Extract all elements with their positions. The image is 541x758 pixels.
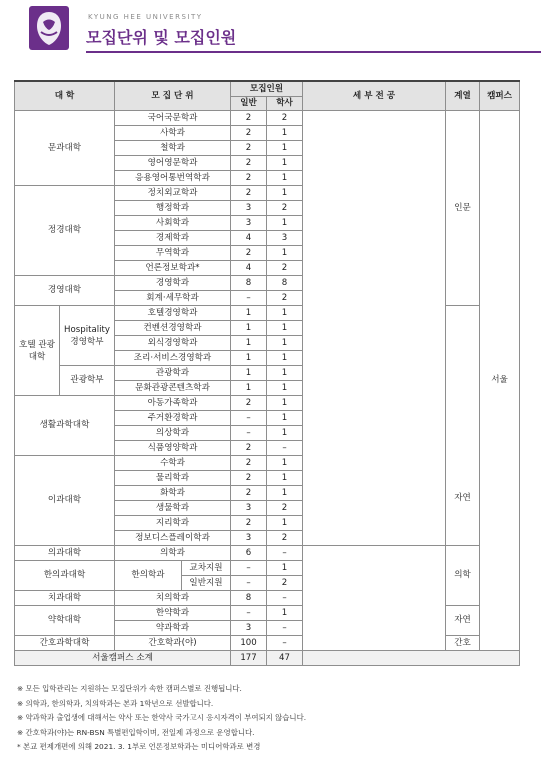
footnote: ※ 의학과, 한의학과, 치의학과는 본과 1학년으로 선발합니다. xyxy=(17,698,214,708)
admission-quota-table xyxy=(14,80,520,666)
bachelor-count: 1 xyxy=(267,216,303,231)
unit-cell: 식품영양학과 xyxy=(115,441,231,456)
bachelor-count: 1 xyxy=(267,126,303,141)
bachelor-count: 1 xyxy=(267,351,303,366)
general-count: – xyxy=(231,576,267,591)
footnote: ※ 간호학과(야)는 RN-BSN 특별편입학이며, 전일제 과정으로 운영합니다. xyxy=(17,727,255,737)
unit-cell: 호텔경영학과 xyxy=(115,306,231,321)
unit-cell: 정치외교학과 xyxy=(115,186,231,201)
track-cell: 자연 xyxy=(446,606,480,636)
unit-cell: 영어영문학과 xyxy=(115,156,231,171)
unit-cell: 응용영어통번역학과 xyxy=(115,171,231,186)
unit-cell: 조리·서비스경영학과 xyxy=(115,351,231,366)
header-unit: 모 집 단 위 xyxy=(115,81,231,111)
unit-cell: 철학과 xyxy=(115,141,231,156)
college-cell: 의과대학 xyxy=(15,546,115,561)
division-cell: 관광학부 xyxy=(60,366,115,396)
footnote: ※ 약과학과 출업생에 대해서는 약사 또는 한약사 국가고시 응시자격이 부여되지 않습니다. xyxy=(17,713,307,722)
university-logo xyxy=(29,6,69,50)
header-track: 계열 xyxy=(446,81,480,111)
general-count: 2 xyxy=(231,126,267,141)
general-count: 2 xyxy=(231,471,267,486)
general-count: 6 xyxy=(231,546,267,561)
general-count: 1 xyxy=(231,366,267,381)
track-cell: 의학 xyxy=(446,546,480,606)
general-count: 1 xyxy=(231,381,267,396)
general-count: 1 xyxy=(231,321,267,336)
unit-cell: 한의학과 xyxy=(115,561,182,591)
general-count: – xyxy=(231,426,267,441)
general-count: 2 xyxy=(231,141,267,156)
sub-unit-cell: 일반지원 xyxy=(182,576,231,591)
subtotal-blank xyxy=(303,651,520,666)
bachelor-count: – xyxy=(267,591,303,606)
major-cell xyxy=(303,546,446,651)
bachelor-count: 1 xyxy=(267,606,303,621)
major-cell xyxy=(303,111,446,546)
college-cell: 간호과학대학 xyxy=(15,636,115,651)
unit-cell: 국어국문학과 xyxy=(115,111,231,126)
general-count: 3 xyxy=(231,621,267,636)
subtotal-label: 서울캠퍼스 소계 xyxy=(15,651,231,666)
subtotal-bachelor: 47 xyxy=(267,651,303,666)
general-count: 3 xyxy=(231,201,267,216)
general-count: 4 xyxy=(231,231,267,246)
footnotes xyxy=(17,682,527,755)
unit-cell: 지리학과 xyxy=(115,516,231,531)
title-divider xyxy=(86,51,541,53)
header-quota: 모집인원 xyxy=(231,81,303,97)
page-header xyxy=(26,6,521,52)
unit-cell: 회계·세무학과 xyxy=(115,291,231,306)
general-count: 2 xyxy=(231,441,267,456)
unit-cell: 약과학과 xyxy=(115,621,231,636)
unit-cell: 경제학과 xyxy=(115,231,231,246)
header-campus: 캠퍼스 xyxy=(480,81,520,111)
bachelor-count: 2 xyxy=(267,261,303,276)
bachelor-count: 1 xyxy=(267,336,303,351)
bachelor-count: 1 xyxy=(267,516,303,531)
unit-cell: 경영학과 xyxy=(115,276,231,291)
page-title: 모집단위 및 모집인원 xyxy=(86,28,237,47)
track-cell: 간호 xyxy=(446,636,480,651)
general-count: 1 xyxy=(231,306,267,321)
general-count: 1 xyxy=(231,351,267,366)
general-count: 3 xyxy=(231,216,267,231)
bachelor-count: 2 xyxy=(267,111,303,126)
unit-cell: 행정학과 xyxy=(115,201,231,216)
general-count: 2 xyxy=(231,186,267,201)
header-bachelor: 학사 xyxy=(267,97,303,111)
general-count: 4 xyxy=(231,261,267,276)
general-count: – xyxy=(231,291,267,306)
general-count: 2 xyxy=(231,111,267,126)
unit-cell: 수학과 xyxy=(115,456,231,471)
general-count: 3 xyxy=(231,501,267,516)
bachelor-count: 2 xyxy=(267,531,303,546)
unit-cell: 화학과 xyxy=(115,486,231,501)
bachelor-count: 2 xyxy=(267,501,303,516)
sub-unit-cell: 교차지원 xyxy=(182,561,231,576)
bachelor-count: 1 xyxy=(267,156,303,171)
college-cell: 문과대학 xyxy=(15,111,115,186)
header-major: 세 부 전 공 xyxy=(303,81,446,111)
college-cell: 호텔 관광 대학 xyxy=(15,306,60,396)
bachelor-count: 2 xyxy=(267,201,303,216)
bachelor-count: 1 xyxy=(267,471,303,486)
general-count: 8 xyxy=(231,591,267,606)
unit-cell: 한약학과 xyxy=(115,606,231,621)
header-college: 대 학 xyxy=(15,81,115,111)
footnote: * 본교 편제개편에 의해 2021. 3. 1부로 언론정보학과는 미디어학과로 변경 xyxy=(17,742,261,751)
unit-cell: 사학과 xyxy=(115,126,231,141)
bachelor-count: 1 xyxy=(267,456,303,471)
bachelor-count: 1 xyxy=(267,561,303,576)
bachelor-count: 1 xyxy=(267,306,303,321)
bachelor-count: 1 xyxy=(267,426,303,441)
track-cell: 인문 xyxy=(446,111,480,306)
college-cell: 이과대학 xyxy=(15,456,115,546)
bachelor-count: 1 xyxy=(267,321,303,336)
header-general: 일반 xyxy=(231,97,267,111)
general-count: 2 xyxy=(231,171,267,186)
general-count: 2 xyxy=(231,456,267,471)
college-cell: 생활과학대학 xyxy=(15,396,115,456)
general-count: – xyxy=(231,606,267,621)
unit-cell: 의상학과 xyxy=(115,426,231,441)
general-count: – xyxy=(231,411,267,426)
general-count: 3 xyxy=(231,531,267,546)
unit-cell: 사회학과 xyxy=(115,216,231,231)
unit-cell: 관광학과 xyxy=(115,366,231,381)
general-count: 2 xyxy=(231,156,267,171)
general-count: 1 xyxy=(231,336,267,351)
unit-cell: 정보디스플레이학과 xyxy=(115,531,231,546)
footnote: ※ 모든 입학관리는 지원하는 모집단위가 속한 캠퍼스별로 진행됩니다. xyxy=(17,684,242,693)
bachelor-count: – xyxy=(267,441,303,456)
bachelor-count: 2 xyxy=(267,576,303,591)
general-count: – xyxy=(231,561,267,576)
bachelor-count: 1 xyxy=(267,411,303,426)
college-cell: 치과대학 xyxy=(15,591,115,606)
unit-cell: 언론정보학과* xyxy=(115,261,231,276)
college-cell: 약학대학 xyxy=(15,606,115,636)
bachelor-count: – xyxy=(267,636,303,651)
unit-cell: 물리학과 xyxy=(115,471,231,486)
university-name: KYUNG HEE UNIVERSITY xyxy=(88,13,203,21)
bachelor-count: 1 xyxy=(267,141,303,156)
bachelor-count: 1 xyxy=(267,366,303,381)
general-count: 2 xyxy=(231,516,267,531)
division-cell: Hospitality 경영학부 xyxy=(60,306,115,366)
unit-cell: 아동가족학과 xyxy=(115,396,231,411)
unit-cell: 의학과 xyxy=(115,546,231,561)
unit-cell: 치의학과 xyxy=(115,591,231,606)
bachelor-count: 1 xyxy=(267,186,303,201)
campus-cell: 서울 xyxy=(480,111,520,651)
bachelor-count: 1 xyxy=(267,381,303,396)
college-cell: 정경대학 xyxy=(15,186,115,276)
college-cell: 한의과대학 xyxy=(15,561,115,591)
unit-cell: 간호학과(야) xyxy=(115,636,231,651)
unit-cell: 무역학과 xyxy=(115,246,231,261)
unit-cell: 주거환경학과 xyxy=(115,411,231,426)
bachelor-count: – xyxy=(267,621,303,636)
college-cell: 경영대학 xyxy=(15,276,115,306)
bachelor-count: – xyxy=(267,546,303,561)
general-count: 100 xyxy=(231,636,267,651)
bachelor-count: 8 xyxy=(267,276,303,291)
track-cell: 자연 xyxy=(446,306,480,546)
general-count: 2 xyxy=(231,396,267,411)
general-count: 2 xyxy=(231,246,267,261)
bachelor-count: 2 xyxy=(267,291,303,306)
bachelor-count: 1 xyxy=(267,396,303,411)
bachelor-count: 1 xyxy=(267,246,303,261)
bachelor-count: 1 xyxy=(267,171,303,186)
general-count: 8 xyxy=(231,276,267,291)
subtotal-general: 177 xyxy=(231,651,267,666)
unit-cell: 컨벤션경영학과 xyxy=(115,321,231,336)
unit-cell: 문화관광콘텐츠학과 xyxy=(115,381,231,396)
bachelor-count: 3 xyxy=(267,231,303,246)
unit-cell: 생물학과 xyxy=(115,501,231,516)
lion-emblem-icon xyxy=(29,6,69,50)
general-count: 2 xyxy=(231,486,267,501)
unit-cell: 외식경영학과 xyxy=(115,336,231,351)
bachelor-count: 1 xyxy=(267,486,303,501)
